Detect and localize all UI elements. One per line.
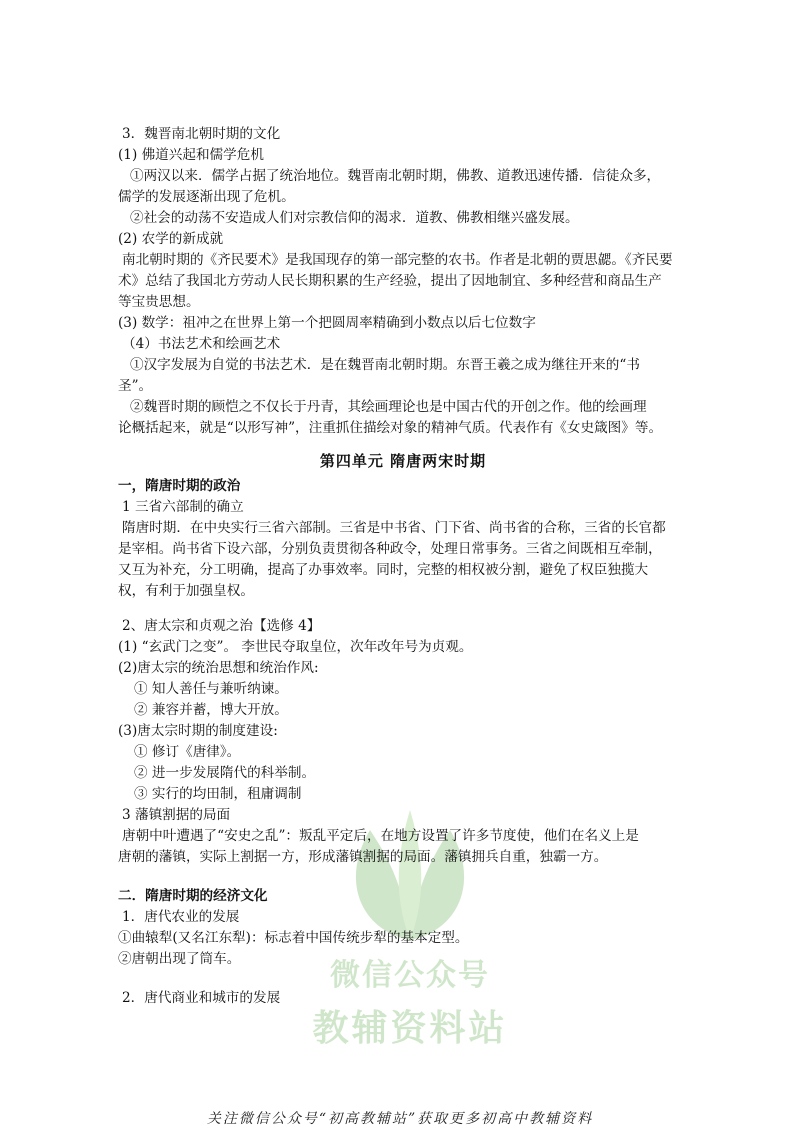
section-heading: 一，隋唐时期的政治 (118, 478, 241, 494)
unit-title: 第四单元 隋唐两宋时期 (319, 452, 487, 470)
paragraph-line: 又互为补充，分工明确，提高了办事效率。同时，完整的相权被分割，避免了权臣独揽大 (118, 562, 649, 578)
list-item: ② 进一步发展隋代的科举制。 (134, 765, 316, 781)
list-item: ②唐朝出现了筒车。 (118, 951, 241, 967)
subsection-heading: (3) 数学：祖冲之在世界上第一个把圆周率精确到小数点以后七位数字 (118, 315, 536, 331)
paragraph-line: 论概括起来，就是“以形写神”，注重抓住描绘对象的精神气质。代表作有《女史箴图》等。 (118, 420, 663, 436)
list-item: ①曲辕犁(又名江东犁)：标志着中国传统步犁的基本定型。 (118, 930, 469, 946)
paragraph-line: ②魏晋时期的顾恺之不仅长于丹青，其绘画理论也是中国古代的开创之作。他的绘画理 (130, 399, 647, 415)
paragraph-line: 等宝贵思想。 (118, 294, 200, 310)
paragraph-line: 儒学的发展逐渐出现了危机。 (118, 189, 295, 205)
list-item: ① 知人善任与兼听纳谏。 (134, 681, 288, 697)
list-item: ① 修订《唐律》。 (134, 744, 241, 760)
paragraph-line: 南北朝时期的《齐民要术》是我国现存的第一部完整的农书。作者是北朝的贾思勰。《齐民要 (122, 252, 673, 268)
paragraph-line: 唐朝中叶遭遇了“安史之乱”：叛乱平定后，在地方设置了许多节度使，他们在名义上是 (122, 828, 639, 844)
paragraph-line: ①两汉以来．儒学占据了统治地位。魏晋南北朝时期，佛教、道教迅速传播．信徒众多， (130, 168, 661, 184)
list-item: (1) “玄武门之变”。 李世民夺取皇位，次年改年号为贞观。 (118, 639, 473, 655)
paragraph-line: 隋唐时期．在中央实行三省六部制。三省是中书省、门下省、尚书省的合称，三省的长官都 (122, 520, 666, 536)
subsection-heading: (2) 农学的新成就 (118, 231, 224, 247)
subsection-heading: （4）书法艺术和绘画艺术 (122, 336, 281, 352)
subsection-heading: 1 三省六部制的确立 (122, 499, 244, 515)
watermark-text-2: 教辅资料站 (312, 1008, 508, 1049)
page-footer: 关注微信公众号“初高教辅站”获取更多初高中教辅资料 (206, 1111, 594, 1127)
section-heading: 二．隋唐时期的经济文化 (118, 888, 268, 904)
subsection-heading: 2、唐太宗和贞观之治【选修 4】 (122, 618, 321, 634)
list-item: ③ 实行的均田制，租庸调制 (134, 786, 302, 802)
paragraph-line: ②社会的动荡不安造成人们对宗教信仰的渴求．道教、佛教相继兴盛发展。 (130, 210, 579, 226)
paragraph-line: ①汉字发展为自觉的书法艺术．是在魏晋南北朝时期。东晋王羲之成为继往开来的“书 (130, 357, 640, 373)
subsection-heading: 2．唐代商业和城市的发展 (122, 990, 281, 1006)
subsection-heading: 1．唐代农业的发展 (122, 909, 240, 925)
document-body (118, 124, 688, 1009)
list-item: (3)唐太宗时期的制度建设: (118, 723, 278, 739)
subsection-heading: (1) 佛道兴起和儒学危机 (118, 147, 264, 163)
paragraph-line: 圣”。 (118, 378, 153, 394)
list-item: ② 兼容并蓄，博大开放。 (134, 702, 288, 718)
paragraph-line: 术》总结了我国北方劳动人民长期积累的生产经验，提出了因地制宜、多种经营和商品生产 (118, 273, 662, 289)
paragraph-line: 是宰相。尚书省下设六部，分别负责贯彻各种政令，处理日常事务。三省之间既相互牵制， (118, 541, 662, 557)
watermark-text-1: 微信公众号 (330, 958, 490, 993)
paragraph-line: 唐朝的藩镇，实际上割据一方，形成藩镇割据的局面。藩镇拥兵自重，独霸一方。 (118, 849, 608, 865)
subsection-heading: 3 藩镇割据的局面 (122, 807, 231, 823)
paragraph-line: 权，有利于加强皇权。 (118, 583, 254, 599)
list-item: (2)唐太宗的统治思想和统治作风: (118, 660, 319, 676)
section-heading: 3．魏晋南北朝时期的文化 (122, 126, 281, 142)
